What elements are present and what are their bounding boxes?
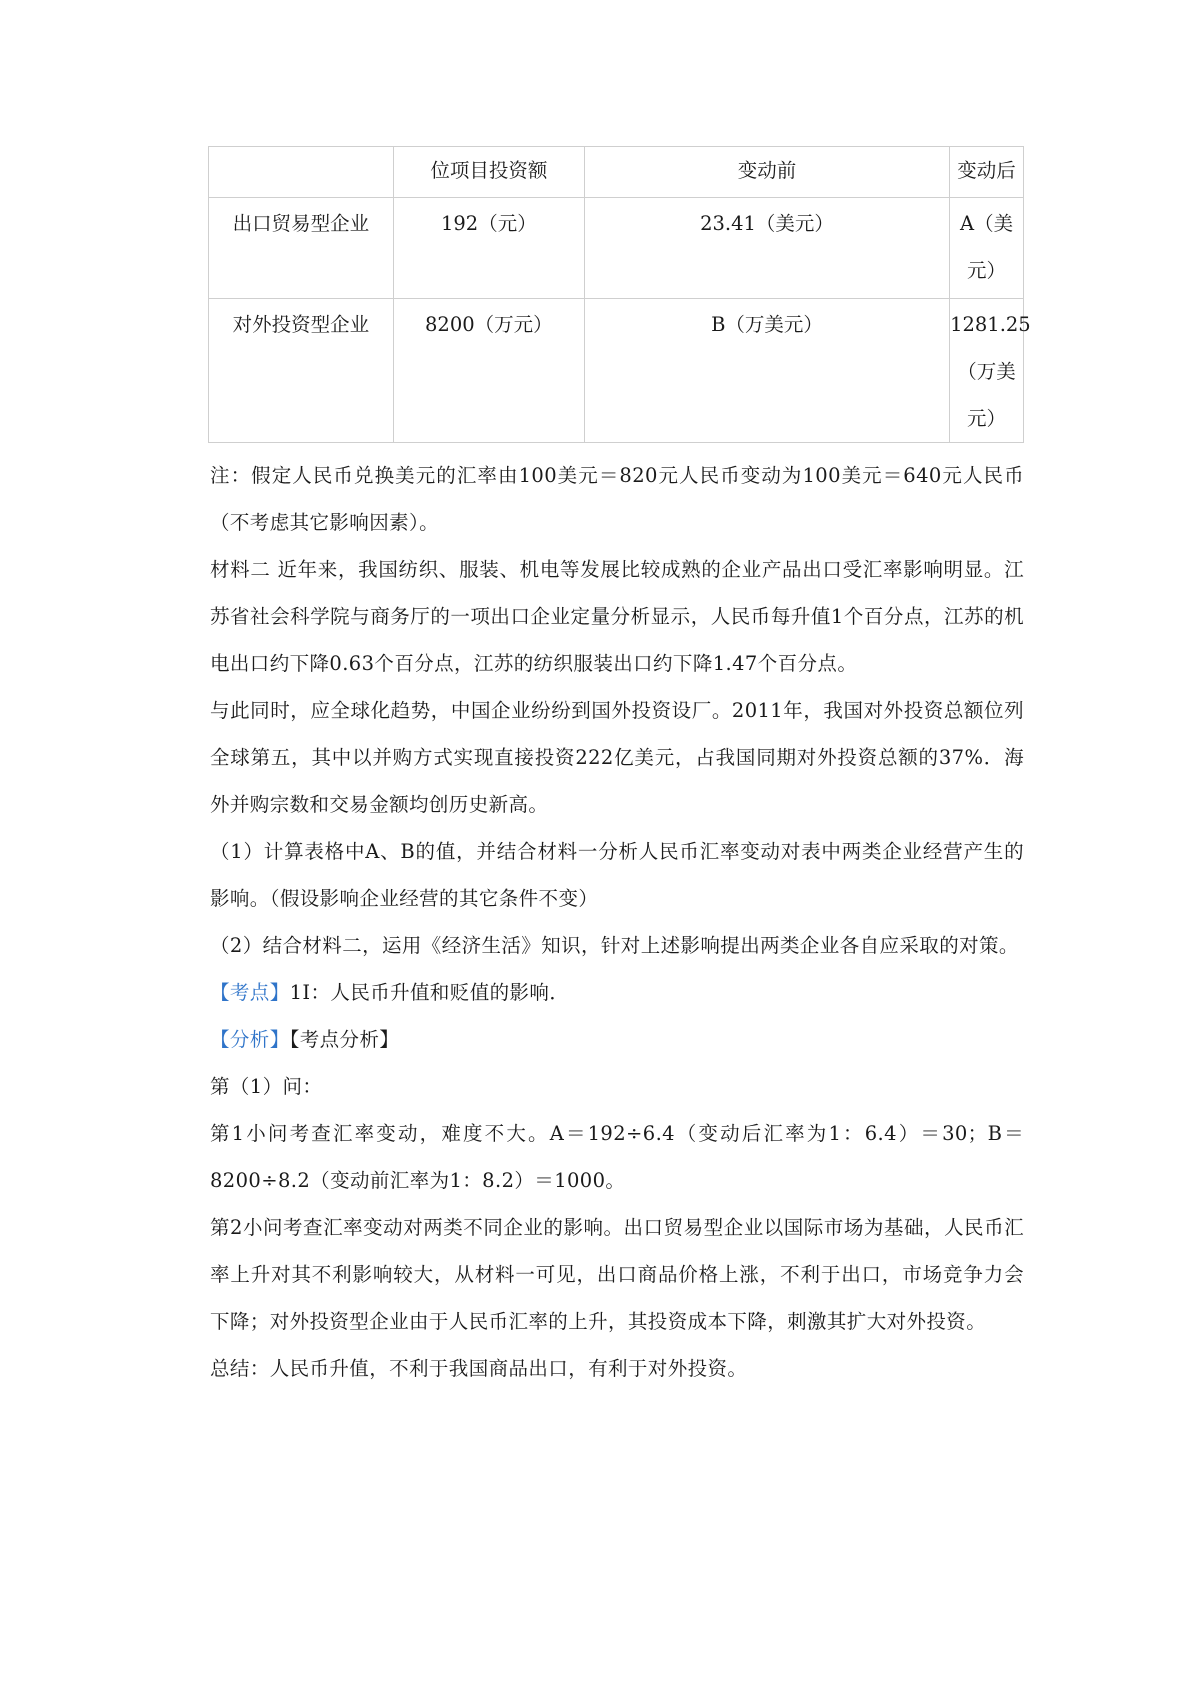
summary-paragraph: 总结：人民币升值，不利于我国商品出口，有利于对外投资。 (210, 1357, 748, 1380)
material-two-paragraph: 材料二 近年来，我国纺织、服装、机电等发展比较成熟的企业产品出口受汇率影响明显。江苏省社会科学院与商务厅的一项出口企业定量分析显示，人民币每升值1个百分点，江苏的机电出口约下降0.63个百分点，江苏的纺织服装出口约下降1.47个百分点。 (210, 558, 1024, 675)
table-header-cell-investment: 位项目投资额 (393, 147, 584, 198)
table-row (209, 198, 1024, 299)
cell-before: B（万美元） (584, 299, 949, 443)
globalization-paragraph: 与此同时，应全球化趋势，中国企业纷纷到国外投资设厂。2011年，我国对外投资总额位列全球第五，其中以并购方式实现直接投资222亿美元，占我国同期对外投资总额的37%．海外并购宗数和交易金额均创历史新高。 (210, 699, 1024, 816)
table-row (209, 299, 1024, 443)
cell-after-line: 元） (967, 407, 1007, 430)
cell-after (950, 299, 1031, 443)
exchange-rate-table (208, 146, 1031, 443)
fenxi-tag: 【分析】 (210, 1028, 290, 1051)
sub-question-one-answer: 第1小问考查汇率变动，难度不大。A＝192÷6.4（变动后汇率为1：6.4）＝30；B＝8200÷8.2（变动前汇率为1：8.2）＝1000。 (210, 1122, 1024, 1192)
cell-after (950, 198, 1024, 299)
table-header-row (209, 147, 1024, 198)
table-header-cell-before: 变动前 (584, 147, 949, 198)
kaodian-line (210, 969, 1024, 1016)
table-header-cell-after: 变动后 (950, 147, 1024, 198)
cell-after-line: （万美 (957, 360, 1016, 383)
sub-question-two-answer: 第2小问考查汇率变动对两类不同企业的影响。出口贸易型企业以国际市场为基础，人民币汇率上升对其不利影响较大，从材料一可见，出口商品价格上涨，不利于出口，市场竞争力会下降；对外投资型企业由于人民币汇率的上升，其投资成本下降，刺激其扩大对外投资。 (210, 1216, 1024, 1333)
row-label-export: 出口贸易型企业 (209, 198, 394, 299)
table-header-cell-empty (209, 147, 394, 198)
question-one: （1）计算表格中A、B的值，并结合材料一分析人民币汇率变动对表中两类企业经营产生的影响。（假设影响企业经营的其它条件不变） (210, 840, 1024, 910)
fenxi-line (210, 1016, 1024, 1063)
kaodian-tag: 【考点】 (210, 981, 290, 1004)
cell-investment: 8200（万元） (393, 299, 584, 443)
kaodian-text: 1I：人民币升值和贬值的影响． (289, 981, 570, 1004)
question-two: （2）结合材料二，运用《经济生活》知识，针对上述影响提出两类企业各自应采取的对策。 (210, 934, 1019, 957)
cell-before: 23.41（美元） (584, 198, 949, 299)
cell-after-line: 元） (967, 259, 1007, 282)
note-paragraph: 注：假定人民币兑换美元的汇率由100美元＝820元人民币变动为100美元＝640元人民币（不考虑其它影响因素）。 (210, 464, 1024, 534)
fenxi-text: 【考点分析】 (289, 1028, 400, 1051)
cell-investment: 192（元） (393, 198, 584, 299)
body-text (210, 452, 1024, 1392)
cell-after-line: A（美 (959, 212, 1014, 235)
part-one-heading: 第（1）问： (210, 1075, 323, 1098)
cell-after-line: 1281.25 (950, 313, 1031, 336)
row-label-investment: 对外投资型企业 (209, 299, 394, 443)
